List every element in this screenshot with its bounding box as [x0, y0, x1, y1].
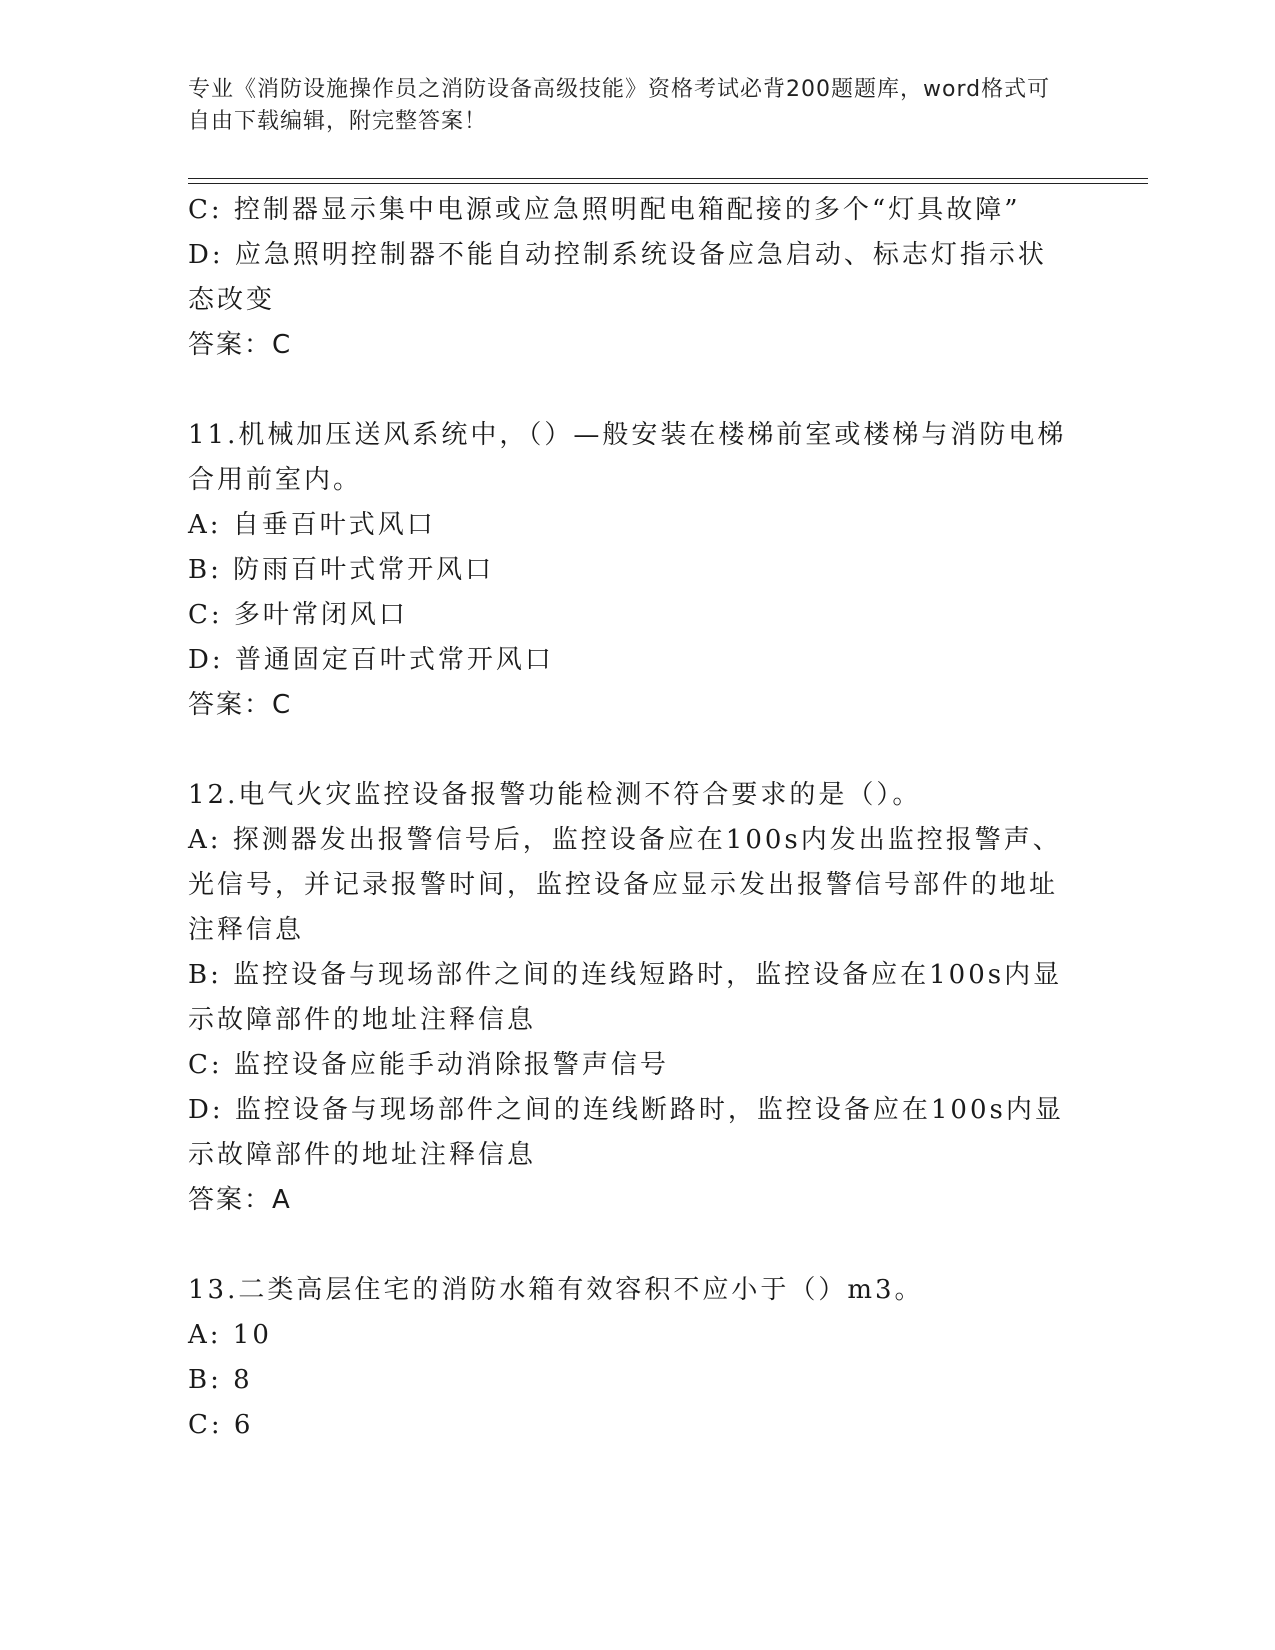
question-13 [188, 1268, 1068, 1448]
document-header: 专业《消防设施操作员之消防设备高级技能》资格考试必背200题题库，word格式可自由下载编辑，附完整答案！ [188, 77, 1051, 134]
question-stem: 11.机械加压送风系统中，（）—般安装在楼梯前室或楼梯与消防电梯合用前室内。 [188, 420, 1067, 495]
question-stem: 13.二类高层住宅的消防水箱有效容积不应小于（）m3。 [188, 1275, 924, 1305]
question-list [188, 188, 1068, 1448]
option-c: C: 监控设备应能手动消除报警声信号 [188, 1050, 669, 1080]
option-d: D: 应急照明控制器不能自动控制系统设备应急启动、标志灯指示状态改变 [188, 240, 1047, 315]
spacer [188, 728, 1068, 773]
option-d: D: 监控设备与现场部件之间的连线断路时，监控设备应在100s内显示故障部件的地址注释信息 [188, 1095, 1064, 1170]
option-a: A: 探测器发出报警信号后，监控设备应在100s内发出监控报警声、光信号，并记录报警时间，监控设备应显示发出报警信号部件的地址注释信息 [188, 825, 1062, 945]
question-11 [188, 413, 1068, 728]
spacer [188, 368, 1068, 413]
option-d: D: 普通固定百叶式常开风口 [188, 645, 554, 675]
answer: 答案：C [188, 330, 293, 360]
header-divider-top [188, 178, 1148, 179]
question-12 [188, 773, 1068, 1223]
option-b: B: 监控设备与现场部件之间的连线短路时，监控设备应在100s内显示故障部件的地址注释信息 [188, 960, 1063, 1035]
option-c: C: 多叶常闭风口 [188, 600, 408, 630]
option-b: B: 8 [188, 1365, 253, 1395]
option-c: C: 控制器显示集中电源或应急照明配电箱配接的多个“灯具故障” [188, 195, 1021, 225]
question-stem: 12.电气火灾监控设备报警功能检测不符合要求的是（）。 [188, 780, 922, 810]
question-10-remainder [188, 188, 1068, 368]
option-b: B: 防雨百叶式常开风口 [188, 555, 495, 585]
option-a: A: 10 [188, 1320, 272, 1350]
answer: 答案：C [188, 690, 293, 720]
answer: 答案：A [188, 1185, 292, 1215]
option-a: A: 自垂百叶式风口 [188, 510, 436, 540]
header-divider-bottom [188, 183, 1148, 184]
spacer [188, 1223, 1068, 1268]
option-c: C: 6 [188, 1410, 254, 1440]
